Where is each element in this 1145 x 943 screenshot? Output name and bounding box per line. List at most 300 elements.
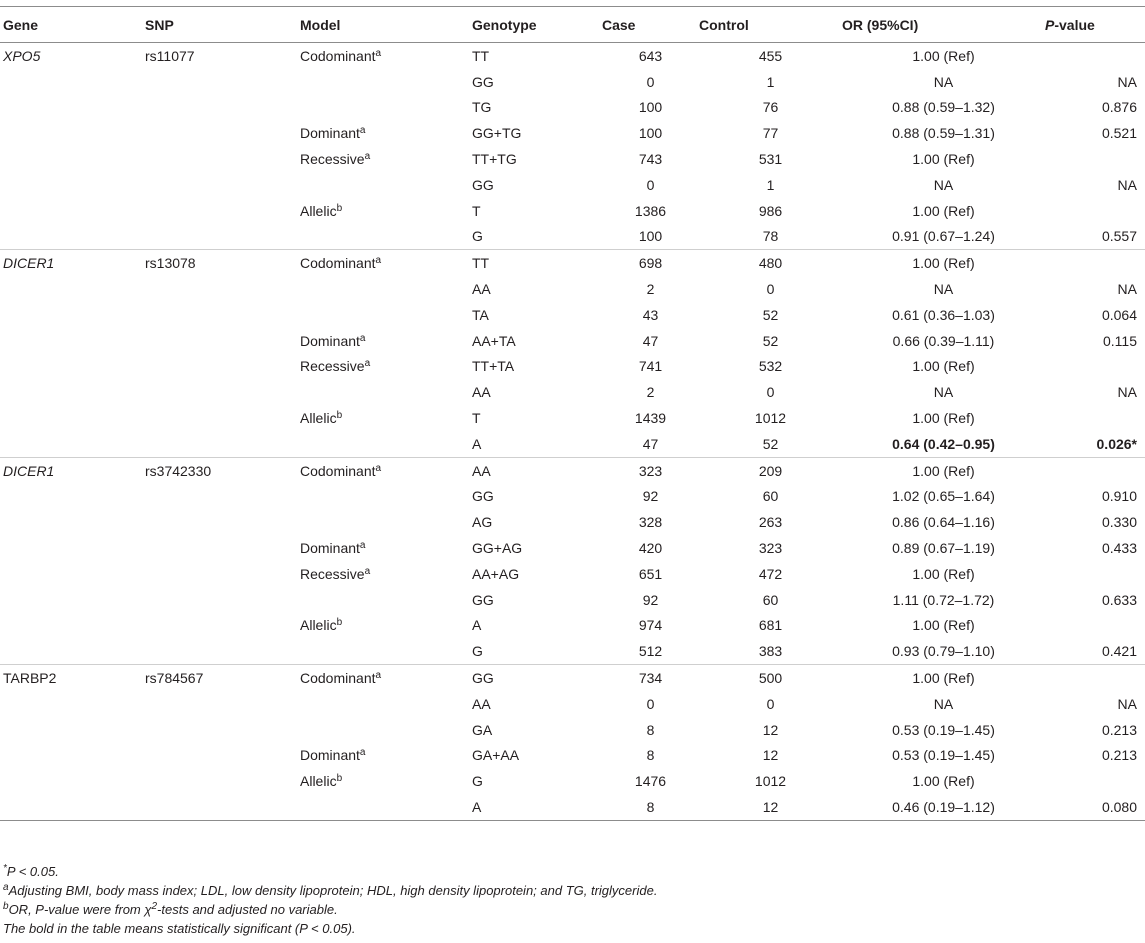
cell-genotype-text: TT+TA — [472, 358, 515, 375]
cell-or-text: 0.88 (0.59–1.31) — [892, 125, 995, 142]
cell-gene — [0, 431, 145, 457]
cell-genotype-text: GG+AG — [472, 540, 523, 557]
cell-model — [300, 484, 472, 510]
cell-snp-text: rs13078 — [145, 255, 196, 272]
cell-snp — [145, 509, 300, 535]
cell-p-value-text: 0.557 — [1101, 228, 1137, 245]
cell-gene — [0, 172, 145, 198]
cell-case — [602, 69, 699, 95]
table-row — [0, 69, 1145, 95]
cell-or — [842, 69, 1045, 95]
cell-genotype — [472, 717, 602, 743]
cell-or-text: NA — [933, 281, 954, 298]
table-row — [0, 95, 1145, 121]
cell-control-text: 0 — [766, 695, 775, 712]
cell-or-text: 0.89 (0.67–1.19) — [892, 540, 995, 557]
cell-case-text: 0 — [646, 73, 655, 90]
cell-model-text: Dominant — [300, 125, 360, 142]
cell-genotype — [472, 43, 602, 69]
cell-genotype — [472, 276, 602, 302]
cell-control — [699, 198, 842, 224]
cell-or — [842, 691, 1045, 717]
cell-model-text: Dominant — [300, 747, 360, 764]
cell-control — [699, 561, 842, 587]
cell-p-value-text: NA — [1117, 695, 1137, 712]
cell-case-text: 92 — [642, 488, 659, 505]
cell-case — [602, 405, 699, 431]
cell-genotype-text: GG — [472, 488, 494, 505]
cell-case-text: 743 — [638, 151, 663, 168]
cell-gene — [0, 224, 145, 250]
cell-case-text: 100 — [638, 228, 663, 245]
cell-genotype — [472, 95, 602, 121]
cell-model — [300, 146, 472, 172]
cell-or — [842, 302, 1045, 328]
cell-case-text: 420 — [638, 540, 663, 557]
cell-model — [300, 457, 472, 483]
cell-case-text: 651 — [638, 565, 663, 582]
cell-model — [300, 717, 472, 743]
cell-or-text: 1.00 (Ref) — [912, 670, 975, 687]
cell-control-text: 1012 — [754, 410, 787, 427]
cell-p-value — [1045, 302, 1145, 328]
cell-snp-text: rs11077 — [145, 47, 195, 64]
cell-case — [602, 457, 699, 483]
cell-snp-text: rs784567 — [145, 670, 204, 687]
cell-p-value-text: 0.330 — [1101, 514, 1137, 531]
table-row — [0, 691, 1145, 717]
cell-genotype — [472, 794, 602, 820]
cell-model-text: Recessive — [300, 358, 365, 375]
cell-control — [699, 535, 842, 561]
cell-or — [842, 638, 1045, 664]
cell-model-text: Dominant — [300, 332, 360, 349]
cell-p-value — [1045, 354, 1145, 380]
model-footnote-marker: b — [336, 773, 343, 785]
cell-snp — [145, 354, 300, 380]
cell-gene — [0, 95, 145, 121]
table-row — [0, 613, 1145, 639]
cell-model — [300, 69, 472, 95]
cell-control-text: 60 — [762, 591, 779, 608]
table-header-row — [0, 7, 1145, 43]
cell-or-text: 0.53 (0.19–1.45) — [892, 747, 995, 764]
table-row — [0, 198, 1145, 224]
table-row — [0, 431, 1145, 457]
cell-genotype-text: GA+AA — [472, 747, 520, 764]
cell-p-value — [1045, 224, 1145, 250]
cell-p-value — [1045, 276, 1145, 302]
cell-or — [842, 613, 1045, 639]
cell-control — [699, 379, 842, 405]
cell-control-text: 1 — [766, 73, 775, 90]
cell-control — [699, 276, 842, 302]
cell-p-value — [1045, 768, 1145, 794]
cell-case — [602, 509, 699, 535]
cell-or — [842, 198, 1045, 224]
cell-genotype — [472, 587, 602, 613]
cell-genotype — [472, 613, 602, 639]
cell-genotype — [472, 743, 602, 769]
cell-or — [842, 146, 1045, 172]
cell-gene — [0, 302, 145, 328]
cell-model-text: Recessive — [300, 151, 365, 168]
cell-snp — [145, 768, 300, 794]
model-footnote-marker: a — [375, 255, 382, 267]
table-row — [0, 457, 1145, 483]
cell-genotype — [472, 250, 602, 276]
cell-gene — [0, 379, 145, 405]
cell-control — [699, 172, 842, 198]
cell-case-text: 8 — [646, 747, 655, 764]
cell-gene — [0, 561, 145, 587]
cell-case — [602, 638, 699, 664]
cell-control — [699, 717, 842, 743]
cell-or-text: 1.00 (Ref) — [912, 358, 975, 375]
cell-genotype — [472, 638, 602, 664]
cell-gene — [0, 613, 145, 639]
cell-snp — [145, 457, 300, 483]
cell-p-value-text: NA — [1117, 176, 1137, 193]
cell-gene — [0, 69, 145, 95]
cell-p-value — [1045, 328, 1145, 354]
model-footnote-marker: a — [359, 747, 366, 759]
cell-control-text: 12 — [762, 747, 779, 764]
table-row — [0, 276, 1145, 302]
model-footnote-marker: a — [364, 151, 371, 163]
cell-or-text: 0.61 (0.36–1.03) — [892, 306, 995, 323]
cell-gene — [0, 354, 145, 380]
cell-gene — [0, 276, 145, 302]
table-row — [0, 794, 1145, 820]
model-footnote-marker: a — [375, 670, 382, 682]
footnote-significance: *P < 0.05. — [3, 863, 59, 879]
cell-p-value — [1045, 717, 1145, 743]
cell-gene-text: DICER1 — [3, 255, 55, 272]
cell-or-text: 0.64 (0.42–0.95) — [892, 435, 995, 452]
cell-or-text: 0.93 (0.79–1.10) — [892, 643, 995, 660]
cell-case-text: 323 — [638, 462, 663, 479]
cell-case — [602, 743, 699, 769]
cell-genotype-text: GG+TG — [472, 125, 522, 142]
cell-control — [699, 768, 842, 794]
cell-case — [602, 484, 699, 510]
cell-p-value — [1045, 638, 1145, 664]
cell-genotype — [472, 535, 602, 561]
cell-or — [842, 250, 1045, 276]
cell-genotype — [472, 354, 602, 380]
model-footnote-marker: b — [336, 202, 343, 214]
cell-gene — [0, 638, 145, 664]
cell-p-value — [1045, 587, 1145, 613]
cell-or — [842, 743, 1045, 769]
cell-snp — [145, 198, 300, 224]
cell-model-text: Codominant — [300, 47, 376, 64]
model-footnote-marker: a — [359, 540, 366, 552]
cell-genotype-text: T — [472, 202, 481, 219]
table-row — [0, 717, 1145, 743]
cell-snp — [145, 224, 300, 250]
cell-control — [699, 405, 842, 431]
table-row — [0, 535, 1145, 561]
cell-case-text: 43 — [642, 306, 659, 323]
cell-or-text: 1.11 (0.72–1.72) — [892, 591, 995, 608]
cell-control-text: 52 — [762, 332, 779, 349]
cell-gene-text: XPO5 — [3, 47, 41, 64]
cell-or-text: 1.00 (Ref) — [912, 617, 975, 634]
cell-or — [842, 276, 1045, 302]
cell-genotype — [472, 768, 602, 794]
model-footnote-marker: b — [336, 617, 343, 629]
cell-snp — [145, 172, 300, 198]
cell-gene — [0, 43, 145, 69]
cell-model — [300, 379, 472, 405]
cell-control — [699, 69, 842, 95]
cell-control-text: 78 — [762, 228, 779, 245]
cell-or — [842, 379, 1045, 405]
cell-model — [300, 638, 472, 664]
cell-case-text: 47 — [642, 332, 659, 349]
header-model: Model — [300, 7, 472, 43]
cell-genotype-text: A — [472, 799, 482, 815]
cell-or-text: 1.00 (Ref) — [912, 255, 975, 272]
cell-p-value — [1045, 691, 1145, 717]
cell-case-text: 100 — [638, 125, 663, 142]
cell-snp — [145, 328, 300, 354]
cell-case-text: 0 — [646, 695, 655, 712]
cell-case — [602, 794, 699, 820]
header-snp: SNP — [145, 7, 300, 43]
cell-genotype — [472, 405, 602, 431]
cell-or — [842, 95, 1045, 121]
cell-model-text: Allelic — [300, 410, 337, 427]
cell-model-text: Allelic — [300, 773, 337, 790]
cell-genotype-text: G — [472, 773, 483, 790]
cell-snp — [145, 717, 300, 743]
cell-case — [602, 146, 699, 172]
cell-control-text: 532 — [758, 358, 783, 375]
cell-p-value — [1045, 665, 1145, 691]
cell-snp-text: rs3742330 — [145, 462, 212, 479]
cell-case — [602, 276, 699, 302]
cell-case-text: 2 — [646, 281, 655, 298]
cell-genotype — [472, 224, 602, 250]
cell-case-text: 512 — [638, 643, 663, 660]
cell-control — [699, 95, 842, 121]
cell-control — [699, 794, 842, 820]
header-p-italic: P — [1045, 16, 1055, 33]
cell-gene — [0, 743, 145, 769]
cell-control-text: 1 — [766, 176, 775, 193]
cell-control — [699, 354, 842, 380]
cell-or-text: 1.00 (Ref) — [912, 47, 975, 64]
cell-genotype-text: AG — [472, 514, 493, 531]
cell-control-text: 76 — [762, 99, 779, 116]
cell-control-text: 1012 — [754, 773, 787, 790]
cell-snp — [145, 379, 300, 405]
cell-p-value — [1045, 198, 1145, 224]
cell-case-text: 1439 — [634, 410, 667, 427]
table-row — [0, 146, 1145, 172]
cell-model — [300, 172, 472, 198]
model-footnote-marker: a — [364, 565, 371, 577]
cell-control-text: 12 — [762, 799, 779, 815]
table-body — [0, 43, 1145, 821]
cell-or-text: 1.00 (Ref) — [912, 410, 975, 427]
cell-case — [602, 379, 699, 405]
cell-case — [602, 535, 699, 561]
cell-genotype — [472, 431, 602, 457]
cell-model — [300, 587, 472, 613]
table-row — [0, 587, 1145, 613]
cell-control-text: 12 — [762, 721, 779, 738]
cell-gene — [0, 328, 145, 354]
cell-gene — [0, 509, 145, 535]
cell-control-text: 455 — [758, 47, 783, 64]
cell-control-text: 263 — [758, 514, 783, 531]
cell-case-text: 741 — [638, 358, 663, 375]
cell-model — [300, 768, 472, 794]
cell-or-text: 0.66 (0.39–1.11) — [892, 332, 995, 349]
cell-gene — [0, 250, 145, 276]
cell-snp — [145, 743, 300, 769]
cell-genotype — [472, 379, 602, 405]
cell-gene — [0, 484, 145, 510]
cell-control — [699, 457, 842, 483]
cell-case — [602, 691, 699, 717]
cell-or — [842, 43, 1045, 69]
table-row — [0, 379, 1145, 405]
cell-control — [699, 587, 842, 613]
cell-snp — [145, 250, 300, 276]
cell-control-text: 52 — [762, 306, 779, 323]
cell-p-value-text: 0.910 — [1101, 488, 1137, 505]
cell-p-value — [1045, 250, 1145, 276]
cell-snp — [145, 587, 300, 613]
cell-p-value-text: 0.876 — [1101, 99, 1137, 116]
cell-genotype-text: A — [472, 435, 482, 452]
cell-case — [602, 95, 699, 121]
cell-model — [300, 198, 472, 224]
cell-snp — [145, 69, 300, 95]
model-footnote-marker: b — [336, 410, 343, 422]
cell-p-value — [1045, 120, 1145, 146]
cell-model — [300, 561, 472, 587]
cell-gene-text: DICER1 — [3, 462, 55, 479]
cell-p-value-text: 0.064 — [1101, 306, 1137, 323]
cell-p-value — [1045, 431, 1145, 457]
cell-or-text: NA — [933, 176, 954, 193]
cell-control-text: 472 — [758, 565, 783, 582]
cell-snp — [145, 146, 300, 172]
cell-snp — [145, 276, 300, 302]
cell-p-value-text: 0.080 — [1101, 799, 1137, 815]
cell-model-text: Recessive — [300, 565, 365, 582]
cell-p-value — [1045, 43, 1145, 69]
cell-gene — [0, 587, 145, 613]
table-row — [0, 743, 1145, 769]
cell-case-text: 1476 — [634, 773, 667, 790]
cell-p-value-text: 0.213 — [1101, 721, 1137, 738]
cell-model-text: Codominant — [300, 462, 376, 479]
table-row — [0, 224, 1145, 250]
cell-p-value-text: NA — [1117, 73, 1137, 90]
cell-control — [699, 691, 842, 717]
cell-or-text: NA — [933, 384, 954, 401]
cell-case — [602, 302, 699, 328]
cell-gene — [0, 665, 145, 691]
footnote-b: $^b$OR, P-value were from $\chi^2$-tests and adjusted no variable. — [3, 901, 338, 917]
cell-case — [602, 198, 699, 224]
cell-case — [602, 561, 699, 587]
cell-snp — [145, 638, 300, 664]
cell-p-value — [1045, 146, 1145, 172]
table-row — [0, 250, 1145, 276]
cell-genotype — [472, 561, 602, 587]
cell-case — [602, 768, 699, 794]
cell-control-text: 681 — [758, 617, 783, 634]
table-row — [0, 328, 1145, 354]
model-footnote-marker: a — [375, 47, 382, 59]
cell-control-text: 0 — [766, 384, 775, 401]
cell-case-text: 92 — [642, 591, 659, 608]
cell-gene — [0, 146, 145, 172]
cell-p-value — [1045, 484, 1145, 510]
cell-or-text: 1.00 (Ref) — [912, 151, 975, 168]
header-control: Control — [699, 7, 842, 43]
cell-or-text: 1.00 (Ref) — [912, 565, 975, 582]
cell-model-text: Codominant — [300, 255, 376, 272]
header-p-value — [1045, 7, 1145, 43]
cell-genotype-text: AA+AG — [472, 565, 520, 582]
cell-or-text: NA — [933, 73, 954, 90]
cell-p-value — [1045, 535, 1145, 561]
cell-or — [842, 587, 1045, 613]
cell-genotype-text: AA — [472, 462, 491, 479]
cell-case — [602, 717, 699, 743]
cell-snp — [145, 95, 300, 121]
cell-case-text: 1386 — [634, 202, 667, 219]
cell-gene — [0, 717, 145, 743]
cell-or-text: 1.00 (Ref) — [912, 462, 975, 479]
cell-model — [300, 224, 472, 250]
cell-case-text: 328 — [638, 514, 663, 531]
cell-control — [699, 302, 842, 328]
cell-or-text: NA — [933, 695, 954, 712]
table-row — [0, 120, 1145, 146]
cell-model — [300, 691, 472, 717]
cell-control — [699, 613, 842, 639]
cell-case-text: 100 — [638, 99, 663, 116]
cell-or — [842, 120, 1045, 146]
cell-or — [842, 172, 1045, 198]
table-row — [0, 509, 1145, 535]
cell-case — [602, 43, 699, 69]
table-row — [0, 302, 1145, 328]
cell-genotype-text: GG — [472, 73, 494, 90]
cell-genotype — [472, 198, 602, 224]
model-footnote-marker: a — [364, 358, 371, 370]
cell-snp — [145, 120, 300, 146]
cell-model — [300, 328, 472, 354]
cell-or-text: 0.53 (0.19–1.45) — [892, 721, 995, 738]
cell-model — [300, 613, 472, 639]
cell-genotype-text: G — [472, 643, 483, 660]
cell-p-value-text: 0.633 — [1101, 591, 1137, 608]
cell-control-text: 209 — [758, 462, 783, 479]
cell-control-text: 77 — [762, 125, 779, 142]
table-row — [0, 561, 1145, 587]
